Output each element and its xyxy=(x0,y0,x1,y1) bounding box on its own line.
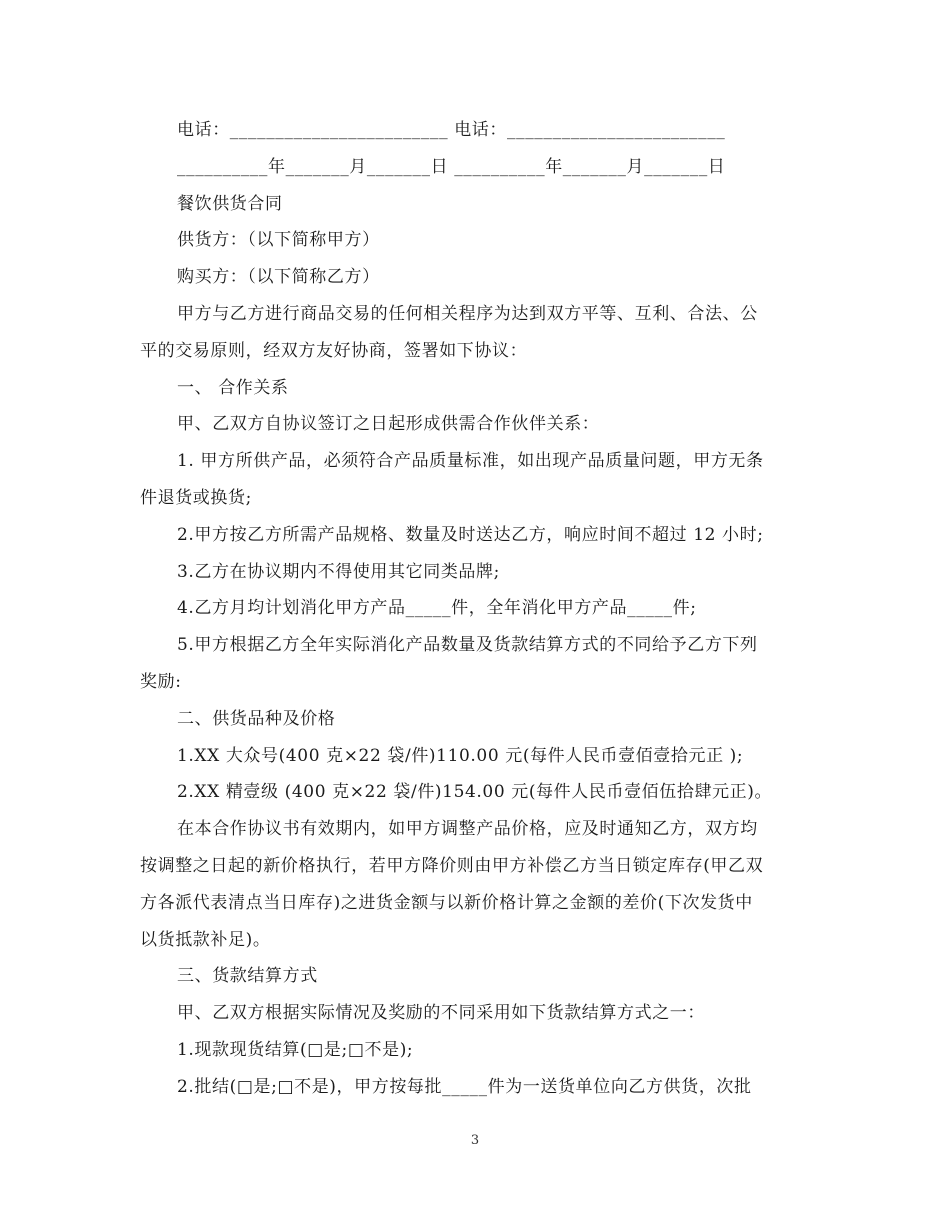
clause-line: 5.甲方根据乙方全年实际消化产品数量及货款结算方式的不同给予乙方下列 xyxy=(177,635,758,656)
paragraph-line: 平的交易原则，经双方友好协商，签署如下协议： xyxy=(140,340,528,361)
payment-option-line: 2.批结(□是;□不是)，甲方按每批_____件为一送货单位向乙方供货，次批 xyxy=(177,1076,752,1097)
paragraph-line: 按调整之日起的新价格执行，若甲方降价则由甲方补偿乙方当日锁定库存(甲乙双 xyxy=(140,855,764,876)
paragraph-line: 在本合作协议书有效期内，如甲方调整产品价格，应及时通知乙方，双方均 xyxy=(177,819,758,840)
date-line: __________年_______月_______日 __________年_______月_______日 xyxy=(177,156,726,177)
paragraph-line: 甲、乙双方根据实际情况及奖励的不同采用如下货款结算方式之一： xyxy=(177,1003,705,1024)
buyer-line: 购买方：（以下简称乙方） xyxy=(177,267,380,288)
clause-line: 3.乙方在协议期内不得使用其它同类品牌; xyxy=(177,561,500,582)
phone-line: 电话：________________________ 电话：________________________ xyxy=(177,120,726,140)
paragraph-line: 甲、乙双方自协议签订之日起形成供需合作伙伴关系： xyxy=(177,414,600,435)
paragraph-line: 方各派代表清点当日库存)之进货金额与以新价格计算之金额的差价(下次发货中 xyxy=(140,892,753,913)
page-number: 3 xyxy=(470,1133,480,1148)
price-line: 1.XX 大众号(400 克×22 袋/件)110.00 元(每件人民币壹佰壹拾元正 ); xyxy=(177,745,744,766)
document-body xyxy=(140,112,810,1106)
clause-line: 4.乙方月均计划消化甲方产品_____件，全年消化甲方产品_____件; xyxy=(177,598,697,619)
supplier-line: 供货方：（以下简称甲方） xyxy=(177,230,380,251)
paragraph-line: 甲方与乙方进行商品交易的任何相关程序为达到双方平等、互利、合法、公 xyxy=(177,303,758,324)
clause-line: 奖励: xyxy=(140,671,182,692)
payment-option-line: 1.现款现货结算(□是;□不是); xyxy=(177,1039,414,1060)
paragraph-line: 以货抵款补足)。 xyxy=(140,929,271,950)
clause-line: 2.甲方按乙方所需产品规格、数量及时送达乙方，响应时间不超过 12 小时; xyxy=(177,524,764,545)
section-heading: 三、货款结算方式 xyxy=(177,966,318,987)
clause-line: 1. 甲方所供产品，必须符合产品质量标准，如出现产品质量问题，甲方无条 xyxy=(177,451,764,472)
section-heading: 二、供货品种及价格 xyxy=(177,708,336,729)
section-heading: 一、 合作关系 xyxy=(177,377,289,398)
price-line: 2.XX 精壹级 (400 克×22 袋/件)154.00 元(每件人民币壹佰伍拾肆元正)。 xyxy=(177,782,773,803)
contract-title: 餐饮供货合同 xyxy=(177,193,283,214)
clause-line: 件退货或换货; xyxy=(140,487,252,508)
